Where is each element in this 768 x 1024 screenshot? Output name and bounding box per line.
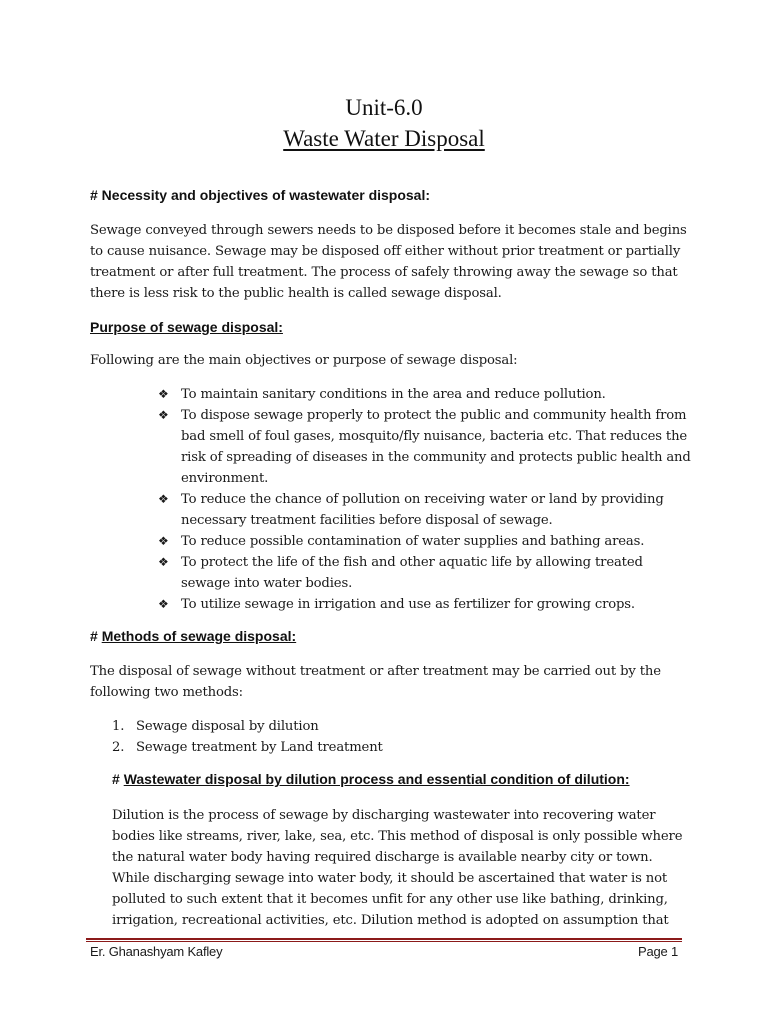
diamond-bullet-icon: ❖ — [158, 555, 169, 569]
list-number: 2. — [112, 740, 125, 755]
section-heading-methods — [90, 628, 296, 644]
text-line: To reduce possible contamination of water supplies and bathing areas. — [181, 534, 645, 549]
text-line: following two methods: — [90, 685, 243, 700]
text-line: the natural water body having required discharge is available nearby city or town. — [112, 850, 653, 865]
list-item — [158, 531, 698, 552]
list-item — [112, 737, 383, 758]
text-line: to cause nuisance. Sewage may be disposed off either without prior treatment or partially — [90, 244, 681, 259]
heading-prefix: # — [112, 771, 124, 787]
text-line: environment. — [181, 471, 269, 486]
list-text: Sewage treatment by Land treatment — [136, 740, 383, 755]
purpose-intro: Following are the main objectives or purpose of sewage disposal: — [90, 353, 518, 368]
methods-numbered-list — [112, 716, 383, 758]
footer-rule-thin — [86, 941, 682, 942]
list-item — [112, 716, 383, 737]
diamond-bullet-icon: ❖ — [158, 492, 169, 506]
text-line: bad smell of foul gases, mosquito/fly nuisance, bacteria etc. That reduces the — [181, 429, 688, 444]
text-line: To reduce the chance of pollution on receiving water or land by providing — [181, 492, 664, 507]
heading-text: Wastewater disposal by dilution process and essential condition of dilution: — [123, 771, 630, 787]
list-number: 1. — [112, 719, 125, 734]
list-item — [158, 405, 698, 489]
footer-author: Er. Ghanashyam Kafley — [90, 944, 223, 959]
list-item — [158, 384, 698, 405]
paragraph-necessity — [90, 220, 690, 304]
text-line: To protect the life of the fish and other aquatic life by allowing treated — [181, 555, 643, 570]
text-line: treatment or after full treatment. The process of safely throwing away the sewage so that — [90, 265, 678, 280]
list-text: Sewage disposal by dilution — [136, 719, 319, 734]
text-line: While discharging sewage into water body, it should be ascertained that water is not — [112, 871, 668, 886]
text-line: necessary treatment facilities before disposal of sewage. — [181, 513, 553, 528]
text-line: To utilize sewage in irrigation and use as fertilizer for growing crops. — [181, 597, 635, 612]
text-line: irrigation, recreational activities, etc. Dilution method is adopted on assumption that — [112, 913, 669, 928]
list-item — [158, 594, 698, 615]
list-item — [158, 552, 698, 594]
text-line: Dilution is the process of sewage by discharging wastewater into recovering water — [112, 808, 656, 823]
text-line: To dispose sewage properly to protect the public and community health from — [181, 408, 687, 423]
footer-rule — [86, 938, 682, 940]
text-line: bodies like streams, river, lake, sea, etc. This method of disposal is only possible where — [112, 829, 683, 844]
purpose-bullet-list — [158, 384, 698, 615]
section-heading-purpose: Purpose of sewage disposal: — [90, 319, 283, 335]
text-line: Sewage conveyed through sewers needs to be disposed before it becomes stale and begins — [90, 223, 687, 238]
section-heading-necessity: # Necessity and objectives of wastewater disposal: — [90, 187, 431, 203]
paragraph-dilution — [112, 805, 702, 931]
diamond-bullet-icon: ❖ — [158, 387, 169, 401]
text-line: risk of spreading of diseases in the community and protects public health and — [181, 450, 691, 465]
heading-prefix: # — [90, 628, 102, 644]
unit-number: Unit-6.0 — [345, 95, 423, 120]
diamond-bullet-icon: ❖ — [158, 534, 169, 548]
text-line: To maintain sanitary conditions in the area and reduce pollution. — [181, 387, 606, 402]
page-title: Waste Water Disposal — [283, 126, 485, 151]
diamond-bullet-icon: ❖ — [158, 597, 169, 611]
text-line: The disposal of sewage without treatment or after treatment may be carried out by the — [90, 664, 661, 679]
diamond-bullet-icon: ❖ — [158, 408, 169, 422]
text-line: polluted to such extent that it becomes unfit for any other use like bathing, drinking, — [112, 892, 668, 907]
heading-text: Methods of sewage disposal: — [101, 628, 297, 644]
section-heading-dilution — [112, 771, 630, 787]
text-line: there is less risk to the public health is called sewage disposal. — [90, 286, 502, 301]
footer-page-number: Page 1 — [637, 944, 678, 959]
text-line: sewage into water bodies. — [181, 576, 353, 591]
methods-intro — [90, 661, 690, 703]
list-item — [158, 489, 698, 531]
